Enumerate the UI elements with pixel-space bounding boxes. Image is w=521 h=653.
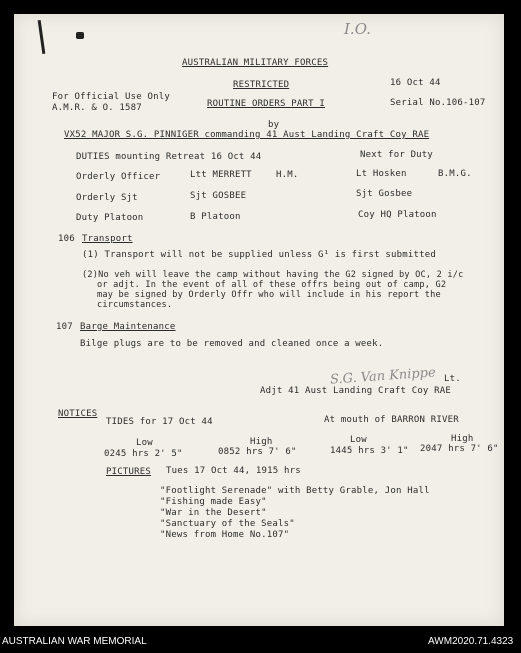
tide-label: High bbox=[451, 434, 474, 444]
order-106-item-2-line: (2)No veh will leave the camp without having the G2 signed by OC, 2 i/c bbox=[82, 270, 464, 280]
order-107-text: Bilge plugs are to be removed and cleaned once a week. bbox=[80, 339, 384, 349]
tide-value: 0245 hrs 2' 5" bbox=[104, 449, 183, 459]
duty-extra: H.M. bbox=[276, 170, 299, 180]
tide-label: Low bbox=[350, 435, 367, 445]
duty-role: Duty Platoon bbox=[76, 213, 144, 223]
staple-mark bbox=[38, 20, 46, 54]
document-title: AUSTRALIAN MILITARY FORCES bbox=[182, 58, 329, 68]
tide-label: Low bbox=[136, 438, 153, 448]
pictures-when: Tues 17 Oct 44, 1915 hrs bbox=[166, 466, 301, 476]
film-title: "Sanctuary of the Seals" bbox=[160, 519, 295, 529]
duty-role: Orderly Sjt bbox=[76, 193, 138, 203]
order-106-number: 106 bbox=[58, 234, 75, 244]
next-duty-name: Sjt Gosbee bbox=[356, 189, 413, 199]
next-for-duty-heading: Next for Duty bbox=[360, 150, 434, 160]
punch-hole-mark bbox=[76, 32, 84, 39]
handwritten-reference: I.O. bbox=[344, 20, 371, 38]
duty-name: B Platoon bbox=[190, 212, 241, 222]
order-106-item-2-line: may be signed by Orderly Offr who will include in his report the bbox=[97, 290, 441, 300]
order-107-title: Barge Maintenance bbox=[80, 322, 176, 332]
signature-rank: Lt. bbox=[444, 374, 461, 384]
duties-heading: DUTIES mounting Retreat 16 Oct 44 bbox=[76, 152, 262, 162]
tides-heading: TIDES for 17 Oct 44 bbox=[106, 417, 213, 427]
commanding-officer-line: VX52 MAJOR S.G. PINNIGER commanding 41 Aust Landing Craft Coy RAE bbox=[64, 130, 430, 140]
duty-role: Orderly Officer bbox=[76, 172, 161, 182]
serial-number: Serial No.106-107 bbox=[390, 98, 486, 108]
signature-title: Adjt 41 Aust Landing Craft Coy RAE bbox=[260, 386, 452, 396]
archive-reference: AWM2020.71.4323 bbox=[428, 636, 514, 647]
film-title: "War in the Desert" bbox=[160, 508, 267, 518]
order-date: 16 Oct 44 bbox=[390, 78, 441, 88]
official-use-line-2: A.M.R. & O. 1587 bbox=[52, 103, 142, 113]
order-106-title: Transport bbox=[82, 234, 133, 244]
tide-value: 0852 hrs 7' 6" bbox=[218, 447, 297, 457]
film-title: "Footlight Serenade" with Betty Grable, Jon Hall bbox=[160, 486, 430, 496]
next-duty-name: Lt Hosken bbox=[356, 169, 407, 179]
pictures-heading: PICTURES bbox=[106, 467, 151, 477]
tides-location: At mouth of BARRON RIVER bbox=[324, 415, 459, 425]
order-106-item-1: (1) Transport will not be supplied unless G¹ is first submitted bbox=[82, 250, 436, 260]
order-106-item-2-line: or adjt. In the event of all of these offrs being out of camp, G2 bbox=[97, 280, 447, 290]
tide-label: High bbox=[250, 437, 273, 447]
next-duty-extra: B.M.G. bbox=[438, 169, 472, 179]
tide-value: 1445 hrs 3' 1" bbox=[330, 446, 409, 456]
handwritten-signature: S.G. Van Knippe bbox=[329, 365, 437, 388]
routine-orders-heading: ROUTINE ORDERS PART I bbox=[207, 99, 325, 109]
classification: RESTRICTED bbox=[233, 80, 290, 90]
tide-value: 2047 hrs 7' 6" bbox=[420, 444, 499, 454]
film-title: "Fishing made Easy" bbox=[160, 497, 267, 507]
order-106-item-2-line: circumstances. bbox=[97, 300, 173, 310]
duty-name: Ltt MERRETT bbox=[190, 170, 252, 180]
order-107-number: 107 bbox=[56, 322, 73, 332]
archive-credit: AUSTRALIAN WAR MEMORIAL bbox=[2, 636, 147, 647]
duty-name: Sjt GOSBEE bbox=[190, 191, 247, 201]
document-page bbox=[14, 14, 504, 626]
official-use-line-1: For Official Use Only bbox=[52, 92, 170, 102]
by-line: by bbox=[268, 120, 280, 130]
next-duty-name: Coy HQ Platoon bbox=[358, 210, 437, 220]
notices-heading: NOTICES bbox=[58, 409, 98, 419]
film-title: "News from Home No.107" bbox=[160, 530, 290, 540]
